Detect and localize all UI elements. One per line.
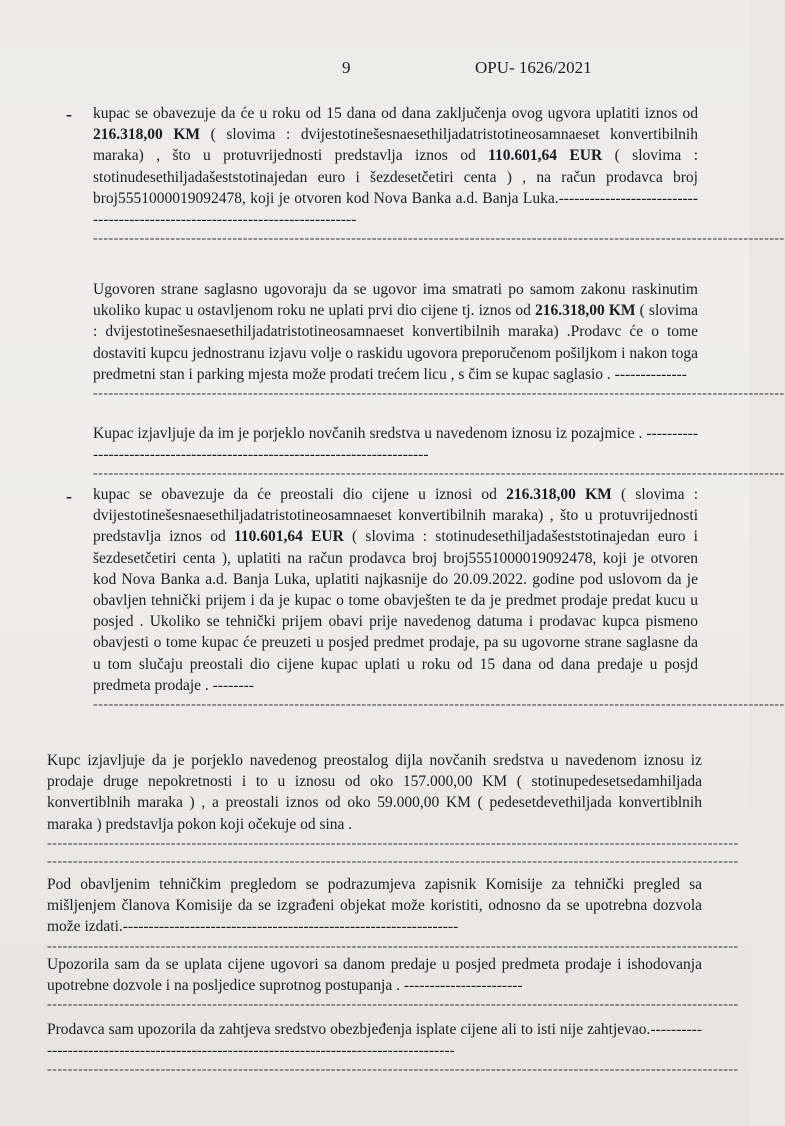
paragraph-text: ( slovima : dvijestotinešesnaesethiljadatristotineosamnaeset konvertibilnih maraka) , što u protuvrijednosti predstavlja iznos od (93, 486, 698, 546)
paragraph-technical-inspection (47, 874, 739, 956)
separator-line: -------------------------------------------------------------------------------------------------------------------------------------- (47, 835, 739, 851)
paragraph-text: Prodavca sam upozorila da zahtjeva sredstvo obezbjeđenja isplate cijene ali to isti nije zahtjevao.----------------------------------------------------------------------------------------- (47, 1021, 702, 1060)
document-reference: OPU- 1626/2021 (475, 58, 592, 77)
paragraph-warning-security (47, 1019, 739, 1079)
separator-line: -------------------------------------------------------------------------------------------------------------------------------------- (93, 231, 785, 247)
paragraph-text: ( slovima : dvijestotinešesnaesethiljadatristotineosamnaeset konvertibilnih maraka) .Prodavc će o tome dostaviti kupcu jednostranu izjavu volje o raskidu ugovora preporučenom pošiljkom i nakon toga predmetni stan i parking mjesta može prodati trećem licu , s čim se kupac saglasio . -------------- (93, 302, 699, 383)
page-number: 9 (342, 58, 351, 77)
paragraph-text: Upozorila sam da se uplata cijene ugovori sa danom predaje u posjed predmeta prodaje i ishodovanja upotrebne dozvole i na posljedice suprotnog postupanja . ----------------------- (47, 956, 702, 995)
amount-km: 216.318,00 KM (506, 486, 612, 503)
paragraph-text: ( slovima : stotinudesethiljadašeststotinajedan euro i šezdesetčetiri centa ), uplatiti na račun prodavca broj broj5551000019092478, koji je otvoren kod Nova Banka a.d. Banja Luka, uplatiti najkasnije do 20.09.2022. godine pod uslovom da je obavljen tehnički prijem i da je kupac o tome obavješten te da je predmet prodaje predat kucu u posjed . Ukoliko se tehnički prijem obavi prije navedenog datuma i prodavac kupca pismeno obavjesti o tome kupac će preuzeti u posjed predmet prodaje, pa su ugovorne strane saglasne da u tom slučaju preostali dio cijene kupac uplati u roku od 15 dana od dana predaje u posjd predmeta prodaje . -------- (93, 528, 698, 694)
paragraph-text: Kupac izjavljuje da im je porjeklo novčanih sredstva u navedenom iznosu iz pozajmice . --------------------------------------------------------------------------- (93, 425, 698, 464)
separator-line: -------------------------------------------------------------------------------------------------------------------------------------- (93, 466, 785, 482)
bullet-marker: - (66, 486, 72, 506)
paragraph-text: kupac se obavezuje da će u roku od 15 dana od dana zaključenja ovog ugvora uplatiti iznos od (93, 105, 698, 122)
separator-line: -------------------------------------------------------------------------------------------------------------------------------------- (93, 697, 785, 713)
separator-line: -------------------------------------------------------------------------------------------------------------------------------------- (47, 1062, 739, 1078)
amount-eur: 110.601,64 EUR (488, 147, 603, 165)
paragraph-warning-payment (47, 954, 739, 1014)
paragraph-text: Pod obavljenim tehničkim pregledom se podrazumjeva zapisnik Komisije za tehnički pregled sa mišljenjem članova Komisije da se izgrađeni objekat može koristiti, odnosno da se upotrebna dozvola može izdati.----------------------------------------------------------------- (47, 876, 702, 936)
paragraph-first-payment (93, 103, 785, 248)
amount-km: 216.318,00 KM (535, 302, 636, 320)
paragraph-text: Ugovoren strane saglasno ugovoraju da se ugovor ima smatrati po samom zakonu raskinutim ukoliko kupac u ostavljenom roku ne uplati prvi dio cijene tj. iznos od (93, 281, 698, 320)
paragraph-origin-remaining (47, 750, 739, 871)
paragraph-text: ( slovima : dvijestotinešesnaesethiljadatristotineosamnaeset konvertibilnih maraka) , što u protuvrijednosti predstavlja iznos od (93, 126, 698, 165)
separator-line: -------------------------------------------------------------------------------------------------------------------------------------- (93, 386, 785, 402)
amount-km: 216.318,00 KM (93, 126, 201, 144)
paragraph-text: ( slovima : stotinudesethiljadašeststotinajedan euro i šezdesetčetiri centa ) , na račun prodavca broj broj5551000019092478, koji je otvoren kod Nova Banka a.d. Banja Luka.------------------------------------------------------------------------------ (93, 147, 698, 229)
separator-line: -------------------------------------------------------------------------------------------------------------------------------------- (47, 853, 739, 869)
paragraph-termination (93, 279, 785, 403)
amount-eur: 110.601,64 EUR (233, 528, 344, 546)
bullet-marker: - (66, 104, 72, 124)
separator-line: -------------------------------------------------------------------------------------------------------------------------------------- (47, 938, 739, 954)
paragraph-text: Kupc izjavljuje da je porjeklo navedenog preostalog dijla novčanih sredstva u navedenom iznosu iz prodaje druge nepokretnosti i to u iznosu od oko 157.000,00 KM ( stotinupedesetsedamhiljada konvertiblnih maraka ) , a preostali iznos od oko 59.000,00 KM ( pedesetdevethiljada konvertiblnih maraka ) predstavlja pokon koji očekuje od sina . (47, 752, 702, 833)
paragraph-origin-loan (93, 423, 785, 483)
paragraph-remaining-payment (93, 484, 785, 714)
separator-line: -------------------------------------------------------------------------------------------------------------------------------------- (47, 997, 739, 1013)
paragraph-text: kupac se obavezuje da će preostali dio cijene u iznosi od (93, 486, 507, 503)
